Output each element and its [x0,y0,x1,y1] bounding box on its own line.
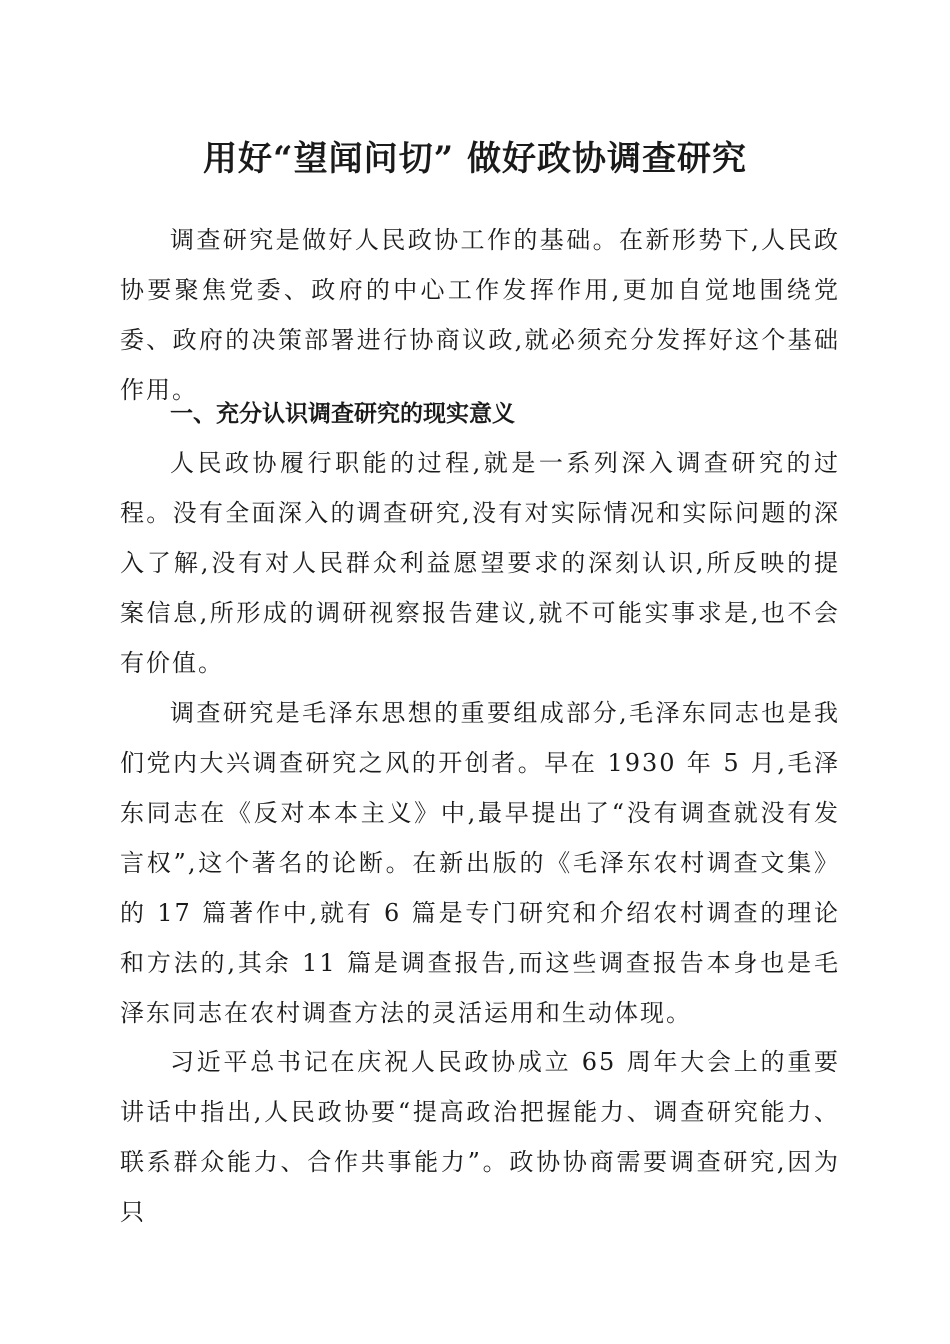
body-paragraph: 习近平总书记在庆祝人民政协成立 65 周年大会上的重要讲话中指出,人民政协要“提高政治把握能力、调查研究能力、联系群众能力、合作共事能力”。政协协商需要调查研究,因为只 [120,1048,840,1226]
document-title: 用好“望闻问切” 做好政协调查研究 [203,139,747,179]
intro-paragraph: 调查研究是做好人民政协工作的基础。在新形势下,人民政协要聚焦党委、政府的中心工作发挥作用,更加自觉地围绕党委、政府的决策部署进行协商议政,就必须充分发挥好这个基础作用。 [120,226,840,404]
body-paragraph: 调查研究是毛泽东思想的重要组成部分,毛泽东同志也是我们党内大兴调查研究之风的开创者。早在 1930 年 5 月,毛泽东同志在《反对本本主义》中,最早提出了“没有调查就没有发言权”,这个著名的论断。在新出版的《毛泽东农村调查文集》的 17 篇著作中,就有 6 篇是专门研究和介绍农村调查的理论和方法的,其余 11 篇是调查报告,而这些调查报告本身也是毛泽东同志在农村调查方法的灵活运用和生动体现。 [120,699,840,1027]
body-paragraph: 人民政协履行职能的过程,就是一系列深入调查研究的过程。没有全面深入的调查研究,没有对实际情况和实际问题的深入了解,没有对人民群众利益愿望要求的深刻认识,所反映的提案信息,所形成的调研视察报告建议,就不可能实事求是,也不会有价值。 [120,449,840,677]
section-heading: 一、充分认识调查研究的现实意义 [170,401,515,427]
